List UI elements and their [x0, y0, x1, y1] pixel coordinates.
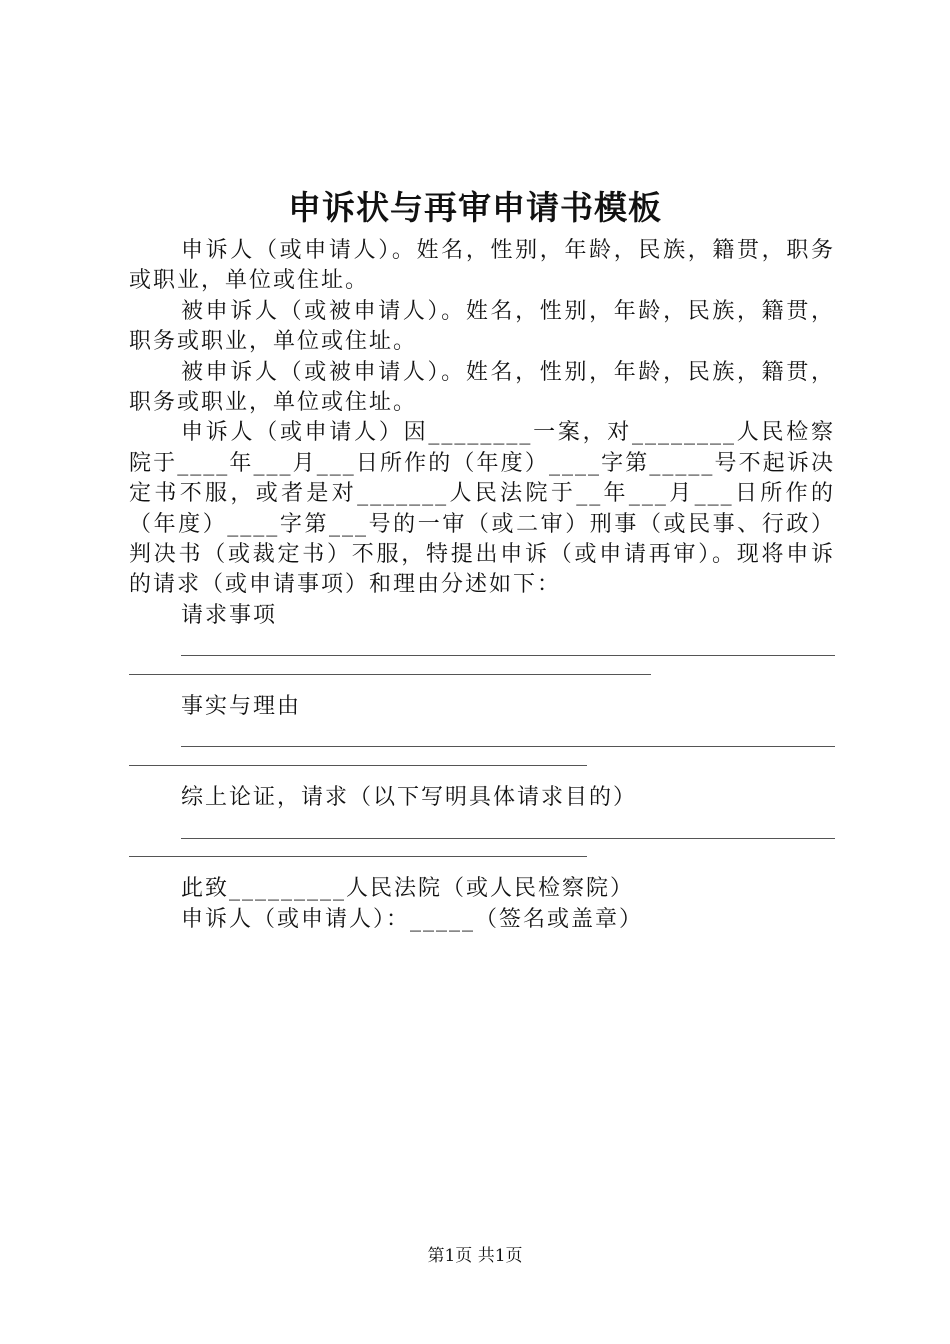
closing-signature: 申诉人（或申请人）：_____（签名或盖章） [181, 906, 644, 932]
facts-heading: 事实与理由 [181, 694, 302, 720]
request-blank-line-1 [129, 631, 835, 661]
request-blank-line-2 [129, 662, 835, 692]
conclusion-blank-line-1 [129, 814, 835, 844]
paragraph-case-statement: 申诉人（或申请人）因________一案，对________人民检察院于____年___月___日所作的（年度）____字第_____号不起诉决定书不服，或者是对_______人民法院于__年___月___日所作的（年度）____字第___号的一审（或二审）刑事（或民事、行政）判决书（或裁定书）不服，特提出申诉（或申请再审）。现将申诉的请求（或申请事项）和理由分述如下： [129, 420, 835, 598]
page-footer: 第1页 共1页 [427, 1246, 523, 1266]
facts-blank-line-1 [129, 722, 835, 752]
closing-addressee: 此致_________人民法院（或人民检察院） [181, 876, 635, 902]
paragraph-respondent-2: 被申诉人（或被申请人）。姓名，性别，年龄，民族，籍贯，职务或职业，单位或住址。 [129, 359, 835, 416]
facts-blank-line-2 [129, 753, 835, 783]
conclusion-heading: 综上论证，请求（以下写明具体请求目的） [181, 785, 638, 811]
document-title: 申诉状与再审申请书模板 [288, 188, 662, 227]
document-body [129, 236, 835, 935]
paragraph-complainant: 申诉人（或申请人）。姓名，性别，年龄，民族，籍贯，职务或职业，单位或住址。 [129, 238, 835, 294]
request-heading: 请求事项 [181, 602, 278, 628]
conclusion-blank-line-2 [129, 844, 835, 874]
paragraph-respondent-1: 被申诉人（或被申请人）。姓名，性别，年龄，民族，籍贯，职务或职业，单位或住址。 [129, 298, 835, 355]
